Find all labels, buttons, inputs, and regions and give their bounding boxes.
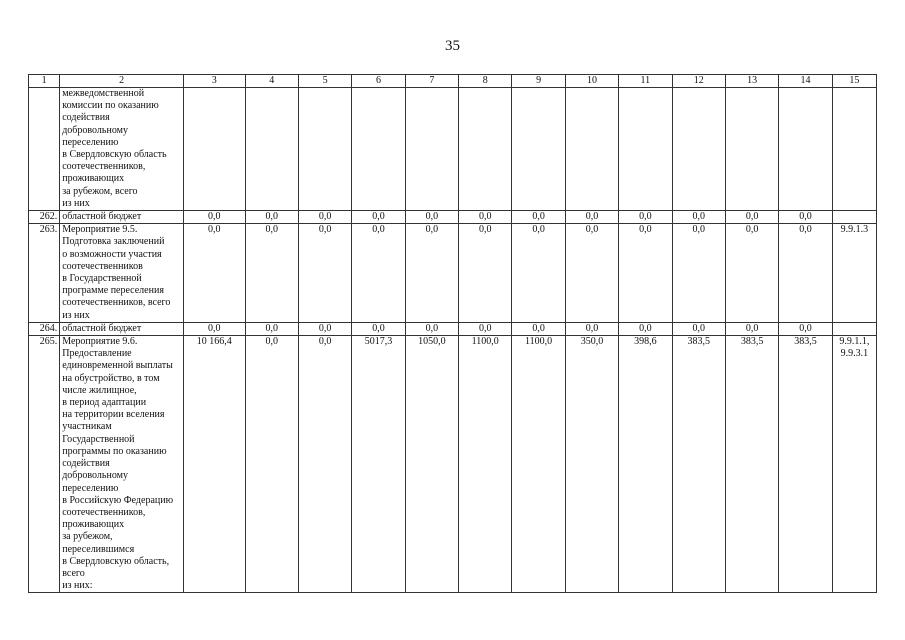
description-line: областной бюджет (62, 322, 142, 334)
table-row (29, 224, 877, 323)
column-header: 15 (832, 75, 876, 88)
description-line: программы по оказанию (62, 445, 167, 457)
description-line: всего (62, 567, 85, 579)
description-line: Предоставление (62, 348, 132, 360)
row-number: 265. (29, 336, 60, 593)
description-line: участникам (62, 421, 112, 433)
value-cell (405, 88, 458, 211)
target-indicator-cell (832, 211, 876, 224)
description-line: переселившимся (62, 543, 135, 555)
column-header: 6 (352, 75, 405, 88)
description-line: в Российскую Федерацию (62, 494, 174, 506)
value-cell: 0,0 (245, 322, 298, 335)
description-line: числе жилищное, (62, 384, 137, 396)
table-row (29, 322, 877, 335)
description-line: на обустройство, в том (62, 372, 160, 384)
value-cell: 1100,0 (459, 336, 512, 593)
target-indicator-cell (832, 322, 876, 335)
value-cell: 0,0 (352, 211, 405, 224)
value-cell: 398,6 (619, 336, 672, 593)
value-cell: 0,0 (619, 224, 672, 323)
value-cell: 0,0 (512, 224, 565, 323)
target-indicator-cell (832, 88, 876, 211)
description-line: содействия (62, 112, 110, 124)
value-cell: 0,0 (672, 224, 725, 323)
description-line: единовременной выплаты (62, 360, 173, 372)
description-line: содействия (62, 458, 110, 470)
description-line: соотечественников, (62, 506, 146, 518)
column-header: 10 (565, 75, 618, 88)
row-description (60, 224, 184, 323)
description-line: за рубежом, всего (62, 185, 138, 197)
column-header: 7 (405, 75, 458, 88)
value-cell: 0,0 (565, 211, 618, 224)
value-cell: 0,0 (405, 224, 458, 323)
value-cell: 0,0 (298, 224, 351, 323)
description-line: добровольному (62, 124, 128, 136)
description-line: Мероприятие 9.5. (62, 224, 138, 236)
value-cell: 0,0 (245, 211, 298, 224)
description-line: проживающих (62, 519, 125, 531)
value-cell: 0,0 (725, 211, 778, 224)
row-number: 263. (29, 224, 60, 323)
description-line: в Свердловскую область (62, 149, 167, 161)
description-line: добровольному (62, 470, 128, 482)
value-cell: 0,0 (405, 211, 458, 224)
value-cell: 0,0 (672, 211, 725, 224)
column-header: 1 (29, 75, 60, 88)
row-description (60, 336, 184, 593)
value-cell: 0,0 (298, 322, 351, 335)
target-indicator-cell (832, 224, 876, 323)
column-header: 13 (725, 75, 778, 88)
value-cell: 1100,0 (512, 336, 565, 593)
value-cell: 0,0 (725, 322, 778, 335)
budget-table (28, 74, 877, 593)
description-line: проживающих (62, 173, 125, 185)
row-number: 264. (29, 322, 60, 335)
value-cell: 0,0 (184, 322, 245, 335)
description-line: из них: (62, 580, 93, 592)
value-cell (779, 88, 832, 211)
description-line: в период адаптации (62, 397, 147, 409)
value-cell: 10 166,4 (184, 336, 245, 593)
target-code: 9.9.3.1 (840, 348, 869, 360)
row-description (60, 88, 184, 211)
value-cell (725, 88, 778, 211)
description-line: на территории вселения (62, 409, 165, 421)
table-row (29, 211, 877, 224)
description-line: Государственной (62, 433, 135, 445)
value-cell: 0,0 (725, 224, 778, 323)
target-indicator-cell (832, 336, 876, 593)
value-cell: 0,0 (672, 322, 725, 335)
description-line: комиссии по оказанию (62, 100, 159, 112)
description-line: соотечественников, (62, 161, 146, 173)
row-number (29, 88, 60, 211)
description-line: из них (62, 309, 90, 321)
value-cell: 0,0 (298, 211, 351, 224)
value-cell (184, 88, 245, 211)
value-cell: 383,5 (779, 336, 832, 593)
column-header: 9 (512, 75, 565, 88)
value-cell: 0,0 (405, 322, 458, 335)
column-header: 14 (779, 75, 832, 88)
table-row (29, 336, 877, 593)
column-header: 3 (184, 75, 245, 88)
target-code: 9.9.1.3 (840, 224, 869, 236)
description-line: в Свердловскую область, (62, 555, 170, 567)
value-cell: 0,0 (184, 211, 245, 224)
value-cell: 5017,3 (352, 336, 405, 593)
description-line: из них (62, 197, 90, 209)
value-cell (298, 88, 351, 211)
value-cell (672, 88, 725, 211)
value-cell (245, 88, 298, 211)
column-header: 11 (619, 75, 672, 88)
value-cell: 0,0 (779, 322, 832, 335)
value-cell: 350,0 (565, 336, 618, 593)
value-cell: 0,0 (352, 224, 405, 323)
page-number: 35 (445, 38, 460, 54)
description-line: программе переселения (62, 285, 164, 297)
value-cell: 0,0 (512, 322, 565, 335)
description-line: в Государственной (62, 273, 142, 285)
value-cell: 0,0 (459, 224, 512, 323)
column-header: 12 (672, 75, 725, 88)
value-cell (512, 88, 565, 211)
value-cell (565, 88, 618, 211)
description-line: о возможности участия (62, 248, 162, 260)
value-cell (619, 88, 672, 211)
value-cell: 0,0 (619, 211, 672, 224)
value-cell: 0,0 (298, 336, 351, 593)
value-cell: 383,5 (672, 336, 725, 593)
description-line: межведомственной (62, 88, 145, 99)
value-cell: 1050,0 (405, 336, 458, 593)
value-cell (352, 88, 405, 211)
description-line: переселению (62, 136, 119, 148)
header-row (29, 75, 877, 88)
description-line: Подготовка заключений (62, 236, 165, 248)
column-header: 4 (245, 75, 298, 88)
value-cell (459, 88, 512, 211)
description-line: за рубежом, (62, 531, 113, 543)
description-line: переселению (62, 482, 119, 494)
value-cell: 0,0 (565, 224, 618, 323)
value-cell: 0,0 (352, 322, 405, 335)
value-cell: 0,0 (245, 224, 298, 323)
row-description (60, 211, 184, 224)
row-description (60, 322, 184, 335)
value-cell: 0,0 (779, 224, 832, 323)
value-cell: 0,0 (512, 211, 565, 224)
description-line: соотечественников (62, 260, 143, 272)
description-line: областной бюджет (62, 211, 142, 223)
value-cell: 0,0 (184, 224, 245, 323)
value-cell: 0,0 (565, 322, 618, 335)
target-code: 9.9.1.1, (839, 336, 870, 348)
table-row (29, 88, 877, 211)
column-header: 5 (298, 75, 351, 88)
column-header: 2 (60, 75, 184, 88)
row-number: 262. (29, 211, 60, 224)
value-cell: 0,0 (245, 336, 298, 593)
value-cell: 383,5 (725, 336, 778, 593)
description-line: Мероприятие 9.6. (62, 336, 138, 348)
description-line: соотечественников, всего (62, 297, 171, 309)
value-cell: 0,0 (619, 322, 672, 335)
value-cell: 0,0 (459, 322, 512, 335)
column-header: 8 (459, 75, 512, 88)
value-cell: 0,0 (779, 211, 832, 224)
value-cell: 0,0 (459, 211, 512, 224)
